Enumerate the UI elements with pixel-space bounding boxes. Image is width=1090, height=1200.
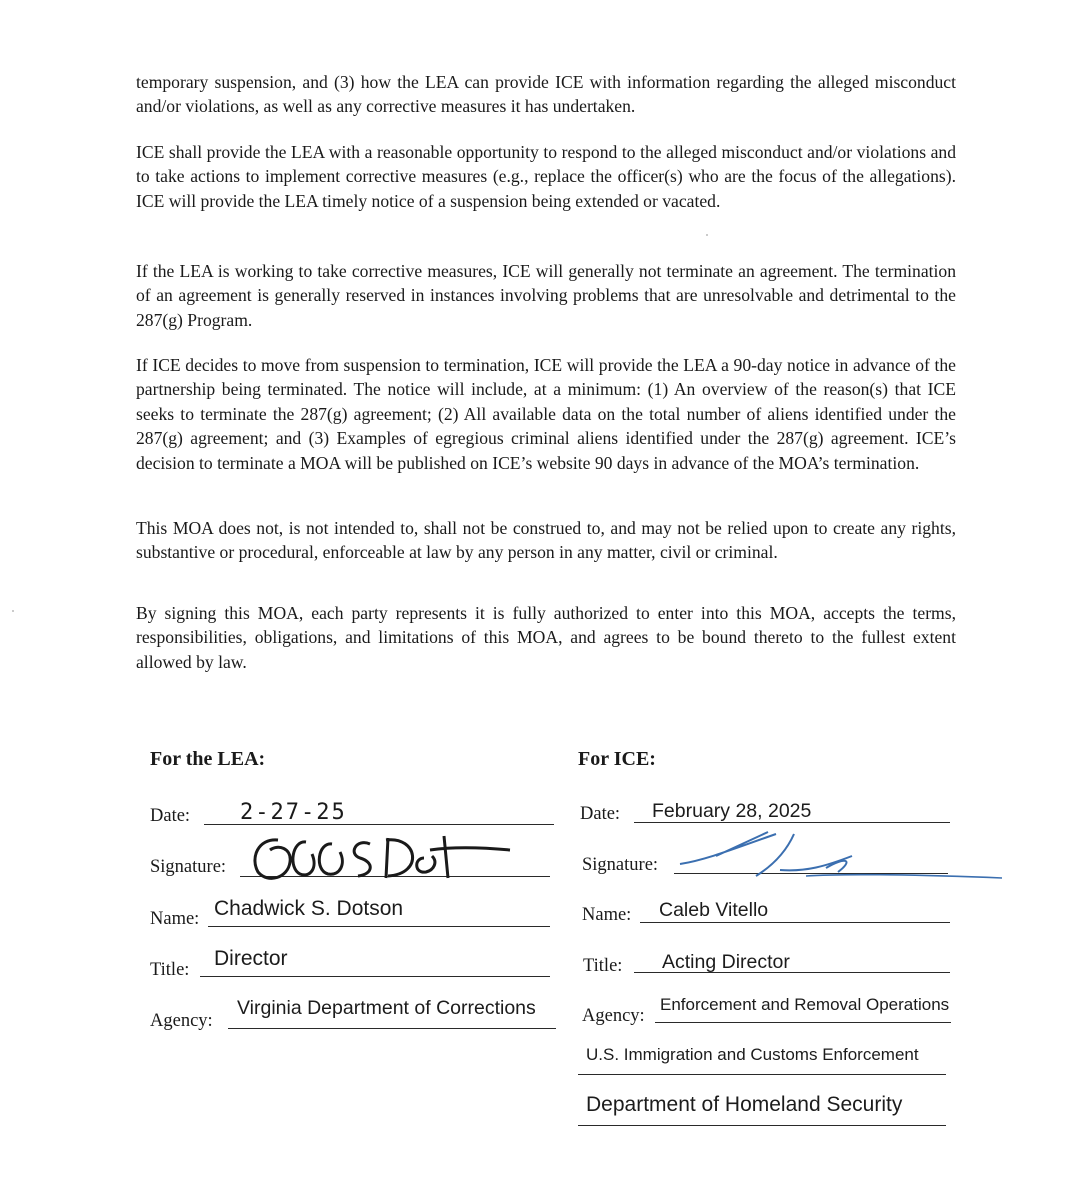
lea-title-value: Director [214,947,288,970]
ice-agency-line2-value: U.S. Immigration and Customs Enforcement [586,1045,919,1064]
paragraph-termination-notice: If ICE decides to move from suspension to termination, ICE will provide the LEA a 90-day notice in advance of the partnership being terminated. The notice will include, at a minimum: (1) An overview of the reason(s) that ICE seeks to terminate the 287(g) agreement; (2) All available data on the total number of aliens identified under the 287(g) agreement; and (3) Examples of egregious criminal aliens identified under the 287(g) agreement. ICE’s decision to terminate a MOA will be published on ICE’s website 90 days in advance of the MOA’s termination. [136,355,956,473]
scan-speck [12,610,14,612]
ice-agency-line [655,1022,951,1023]
lea-name-value: Chadwick S. Dotson [214,897,404,920]
paragraph-suspension-notice: temporary suspension, and (3) how the LEA can provide ICE with information regarding the alleged misconduct and/or violations, as well as any corrective measures it has undertaken. [136,72,956,117]
ice-title-label: Title: [583,956,623,976]
ice-agency-label: Agency: [582,1006,645,1026]
lea-agency-line [228,1028,556,1029]
ice-agency-value: Enforcement and Removal Operations [660,995,950,1014]
paragraph-authorization: By signing this MOA, each party represents it is fully authorized to enter into this MOA, accepts the terms, responsibilities, obligations, and limitations of this MOA, and agrees to be bound thereto to the fullest extent allowed by law. [136,603,956,672]
lea-name-line [208,926,550,927]
ice-agency-line3-rule [578,1125,946,1126]
ice-date-label: Date: [580,804,621,824]
ice-name-value: Caleb Vitello [659,899,769,921]
lea-title-line [200,976,550,977]
lea-title-label: Title: [150,960,190,980]
ice-signature-image [676,826,1006,886]
paragraph-no-rights-created: This MOA does not, is not intended to, shall not be construed to, and may not be relied upon to create any rights, substantive or procedural, enforceable at law by any person in any matter, civil or criminal. [136,518,956,563]
paragraph-opportunity-to-respond: ICE shall provide the LEA with a reasonable opportunity to respond to the alleged misconduct and/or violations and to take actions to implement corrective measures (e.g., replace the officer(s) who are the focus of the allegations). ICE will provide the LEA timely notice of a suspension being extended or vacated. [136,142,956,211]
ice-title-value: Acting Director [662,951,790,973]
ice-name-label: Name: [582,905,632,925]
lea-signature-image [248,828,518,888]
paragraph-corrective-measures: If the LEA is working to take corrective measures, ICE will generally not terminate an agreement. The termination of an agreement is generally reserved in instances involving problems that are unresolvable and detrimental to the 287(g) Program. [136,261,956,330]
lea-heading: For the LEA: [150,748,266,770]
lea-agency-label: Agency: [150,1011,213,1031]
ice-heading: For ICE: [578,748,656,770]
lea-date-label: Date: [150,806,191,826]
lea-date-handwritten: 2-27-25 [240,800,347,825]
lea-agency-value: Virginia Department of Corrections [237,997,536,1019]
scan-speck [706,234,708,236]
ice-agency-line3-value: Department of Homeland Security [586,1093,903,1116]
lea-name-label: Name: [150,909,200,929]
ice-agency-line2-rule [578,1074,946,1075]
ice-signature-label: Signature: [582,855,659,875]
ice-name-line [640,922,950,923]
ice-date-value: February 28, 2025 [652,800,812,822]
lea-signature-label: Signature: [150,857,227,877]
